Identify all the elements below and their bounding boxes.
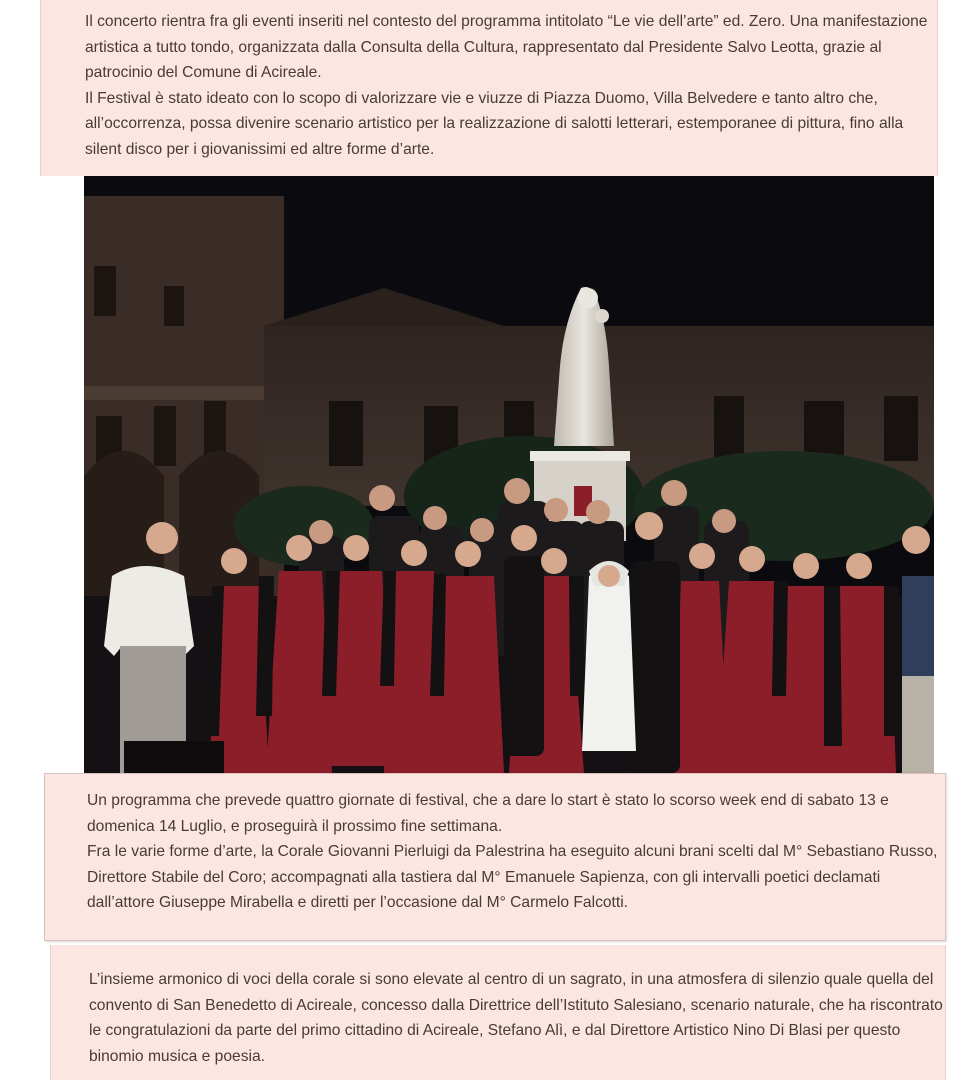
- white-shirt-man: [104, 566, 194, 656]
- choir-paragraph: Fra le varie forme d’arte, la Corale Giovanni Pierluigi da Palestrina ha eseguito alcuni brani scelti dal M° Sebastiano Russo, Direttore Stabile del Coro; accompagnati alla tastiera dal M° Emanuele Sapienza, con gli intervalli poetici declamati dall’attore Giuseppe Mirabella e diretti per l’occasione dal M° Carmelo Falcotti.: [87, 843, 938, 911]
- intro-text-panel: [40, 0, 938, 176]
- stage-speaker: [124, 741, 224, 773]
- closing-paragraph: L’insieme armonico di voci della corale si sono elevate al centro di un sagrato, in una atmosfera di silenzio quale quella del convento di San Benedetto di Acireale, concesso dalla Direttrice dell’Istituto Salesiano, scenario naturale, che ha riscontrato le congratulazioni da parte del primo cittadino di Acireale, Stefano Alì, e dal Direttore Artistico Nino Di Blasi per questo binomio musica e poesia.: [89, 971, 943, 1065]
- closing-text-panel: [50, 945, 946, 1080]
- program-text-panel: [44, 773, 946, 941]
- choir-group-photo: [84, 176, 934, 773]
- festival-paragraph: Il Festival è stato ideato con lo scopo di valorizzare vie e viuzze di Piazza Duomo, Villa Belvedere e tanto altro che, all’occorrenza, possa divenire scenario artistico per la realizzazione di salotti letterari, estemporanee di pittura, fino alla silent disco per i giovanissimi ed altre forme d’arte.: [85, 89, 904, 158]
- program-paragraph: Un programma che prevede quattro giornate di festival, che a dare lo start è stato lo scorso week end di sabato 13 e domenica 14 Luglio, e proseguirà il prossimo fine settimana.: [87, 792, 889, 835]
- intro-paragraph: Il concerto rientra fra gli eventi inseriti nel contesto del programma intitolato “Le vie dell’arte” ed. Zero. Una manifestazione artistica a tutto tondo, organizzata dalla Consulta della Cultura, rappresentato dal Presidente Salvo Leotta, grazie al patrocinio del Comune di Acireale.: [85, 13, 928, 81]
- nun-white-habit: [582, 569, 636, 752]
